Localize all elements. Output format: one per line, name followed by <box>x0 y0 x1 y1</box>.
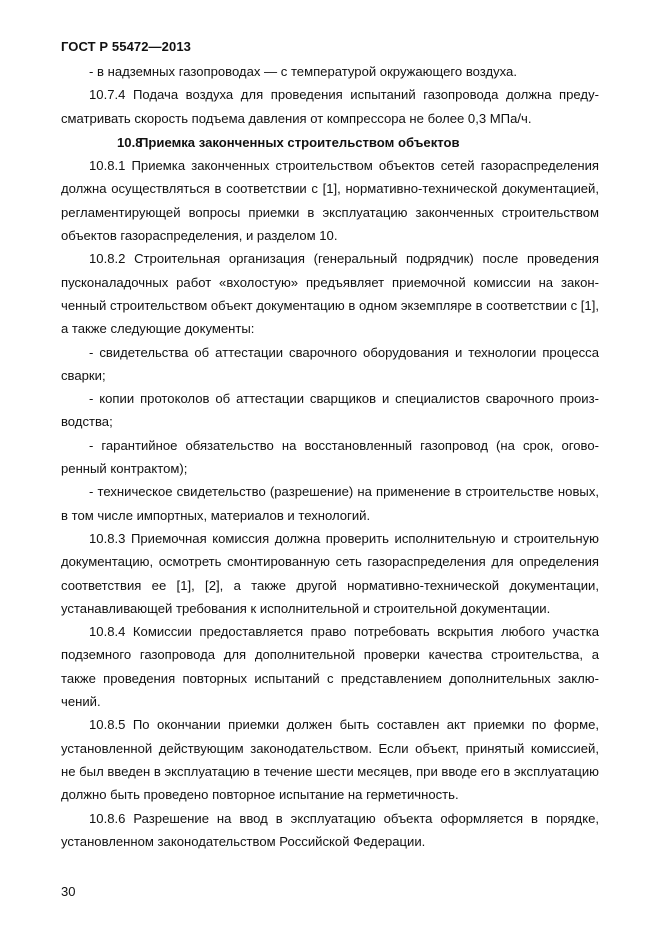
paragraph: 10.8.6 Разрешение на ввод в эксплуатацию объекта оформляется в порядке, установленном законодательством Российской Федерации. <box>61 810 599 849</box>
paragraph: 10.8.4 Комиссии предоставляется право потребовать вскрытия любого участка подземного газопровода для дополнительной проверки качества строительства, а также проведения повторных испытаний с представлением дополнительных заключений. <box>61 624 599 710</box>
list-item: - гарантийное обязательство на восстановленный газопровод (на срок, оговоренный контрактом); <box>61 437 599 477</box>
section-heading <box>61 131 599 154</box>
paragraph: 10.8.5 По окончании приемки должен быть составлен акт приемки по форме, установленной действующим законодательством. Если объект, принятый комиссией, не был введен в эксплуатацию в течение шести месяцев, при вводе его в эксплуатацию должно быть проведено повторное испытание на герметичность. <box>61 717 599 803</box>
list-item: - копии протоколов об аттестации сварщиков и специалистов сварочного производства; <box>61 391 599 430</box>
document-header: ГОСТ Р 55472—2013 <box>61 39 191 54</box>
paragraph: 10.8.2 Строительная организация (генеральный подрядчик) после проведения пусконаладочных работ «вхолостую» предъявляет приемочной комиссии на законченный строительством объект документацию в одном экземпляре в соответствии с [1], а также следующие документы: <box>61 251 599 337</box>
page-body <box>61 60 599 853</box>
page-number: 30 <box>61 884 76 899</box>
list-item: - свидетельства об аттестации сварочного оборудования и технологии процесса сварки; <box>61 344 599 383</box>
paragraph: 10.8.3 Приемочная комиссия должна проверить исполнительную и строительную документацию, осмотреть смонтированную сеть газораспределения для определения соответствия ее [1], [2], а также другой нормативно-технической документации, устанавливающей требования к исполнительной и строительной документации. <box>61 530 599 616</box>
paragraph: 10.8.1 Приемка законченных строительством объектов сетей газораспределения должна осуществляться в соответствии с [1], нормативно-технической документацией, регламентирующей вопросы приемки в эксплуатацию законченных строительством объектов газораспределения, и разделом 10. <box>61 158 599 244</box>
paragraph: - в надземных газопроводах — с температурой окружающего воздуха. <box>89 64 517 79</box>
section-number: 10.8 <box>117 134 143 150</box>
list-item: - техническое свидетельство (разрешение) на применение в строительстве новых, в том числе импортных, материалов и технологий. <box>61 484 599 523</box>
paragraph: 10.7.4 Подача воздуха для проведения испытаний газопровода должна предусматривать скорость подъема давления от компрессора не более 0,3 МПа/ч. <box>61 87 599 126</box>
section-title: Приемка законченных строительством объектов <box>139 134 460 150</box>
